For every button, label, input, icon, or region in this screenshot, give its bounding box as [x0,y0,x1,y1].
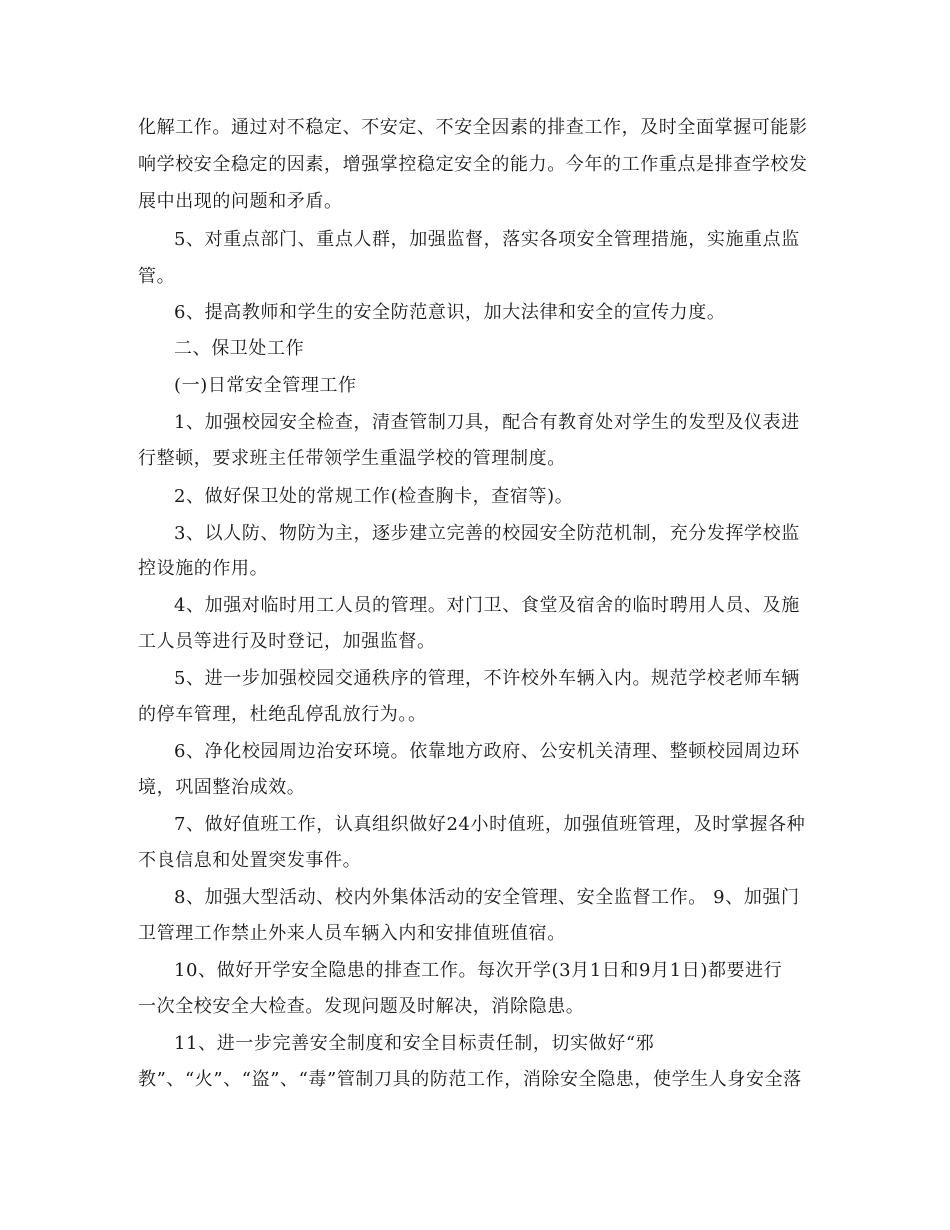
text-line: 响学校安全稳定的因素，增强掌控稳定安全的能力。今年的工作重点是排查学校发 [138,154,808,175]
text-line: 7、做好值班工作，认真组织做好24小时值班，加强值班管理，及时掌握各种 [174,814,806,835]
text-line: 一次全校安全大检查。发现问题及时解决，消除隐患。 [138,996,585,1017]
text-line: 5、进一步加强校园交通秩序的管理，不许校外车辆入内。规范学校老师车辆 [174,668,800,689]
text-line: 3、以人防、物防为主，逐步建立完善的校园安全防范机制，充分发挥学校监 [174,523,800,544]
text-line: 控设施的作用。 [138,558,269,579]
text-line: 4、加强对临时用工人员的管理。对门卫、食堂及宿舍的临时聘用人员、及施 [174,595,800,616]
text-line: 工人员等进行及时登记，加强监督。 [138,631,436,652]
text-line: 6、提高教师和学生的安全防范意识，加大法律和安全的宣传力度。 [174,302,726,323]
text-line: 境，巩固整治成效。 [138,777,306,798]
text-line: 5、对重点部门、重点人群，加强监督，落实各项安全管理措施，实施重点监 [174,229,800,250]
text-line: 6、净化校园周边治安环境。依靠地方政府、公安机关清理、整顿校园周边环 [174,741,800,762]
text-line: 11、进一步完善安全制度和安全目标责任制，切实做好“邪 [174,1033,655,1054]
section-heading: 二、保卫处工作 [174,338,305,359]
text-line: 展中出现的问题和矛盾。 [138,191,343,212]
text-line: 行整顿，要求班主任带领学生重温学校的管理制度。 [138,448,566,469]
text-line: 教”、“火”、“盗”、“毒”管制刀具的防范工作，消除安全隐患，使学生人身安全落 [138,1069,802,1090]
text-line: 1、加强校园安全检查，清查管制刀具，配合有教育处对学生的发型及仪表进 [174,412,800,433]
text-line: 10、做好开学安全隐患的排查工作。每次开学(3月1日和9月1日)都要进行 [174,960,783,981]
text-line: 的停车管理，杜绝乱停乱放行为。。 [138,704,427,725]
text-line: 8、加强大型活动、校内外集体活动的安全管理、安全监督工作。 9、加强门 [174,887,800,908]
text-line: 2、做好保卫处的常规工作(检查胸卡，查宿等)。 [174,486,574,507]
text-line: 管。 [138,266,176,287]
text-line: 化解工作。通过对不稳定、不安定、不安全因素的排查工作，及时全面掌握可能影 [138,117,808,138]
text-line: 不良信息和处置突发事件。 [138,850,362,871]
text-line: 卫管理工作禁止外来人员车辆入内和安排值班值宿。 [138,923,566,944]
subsection-heading: (一)日常安全管理工作 [174,375,357,396]
